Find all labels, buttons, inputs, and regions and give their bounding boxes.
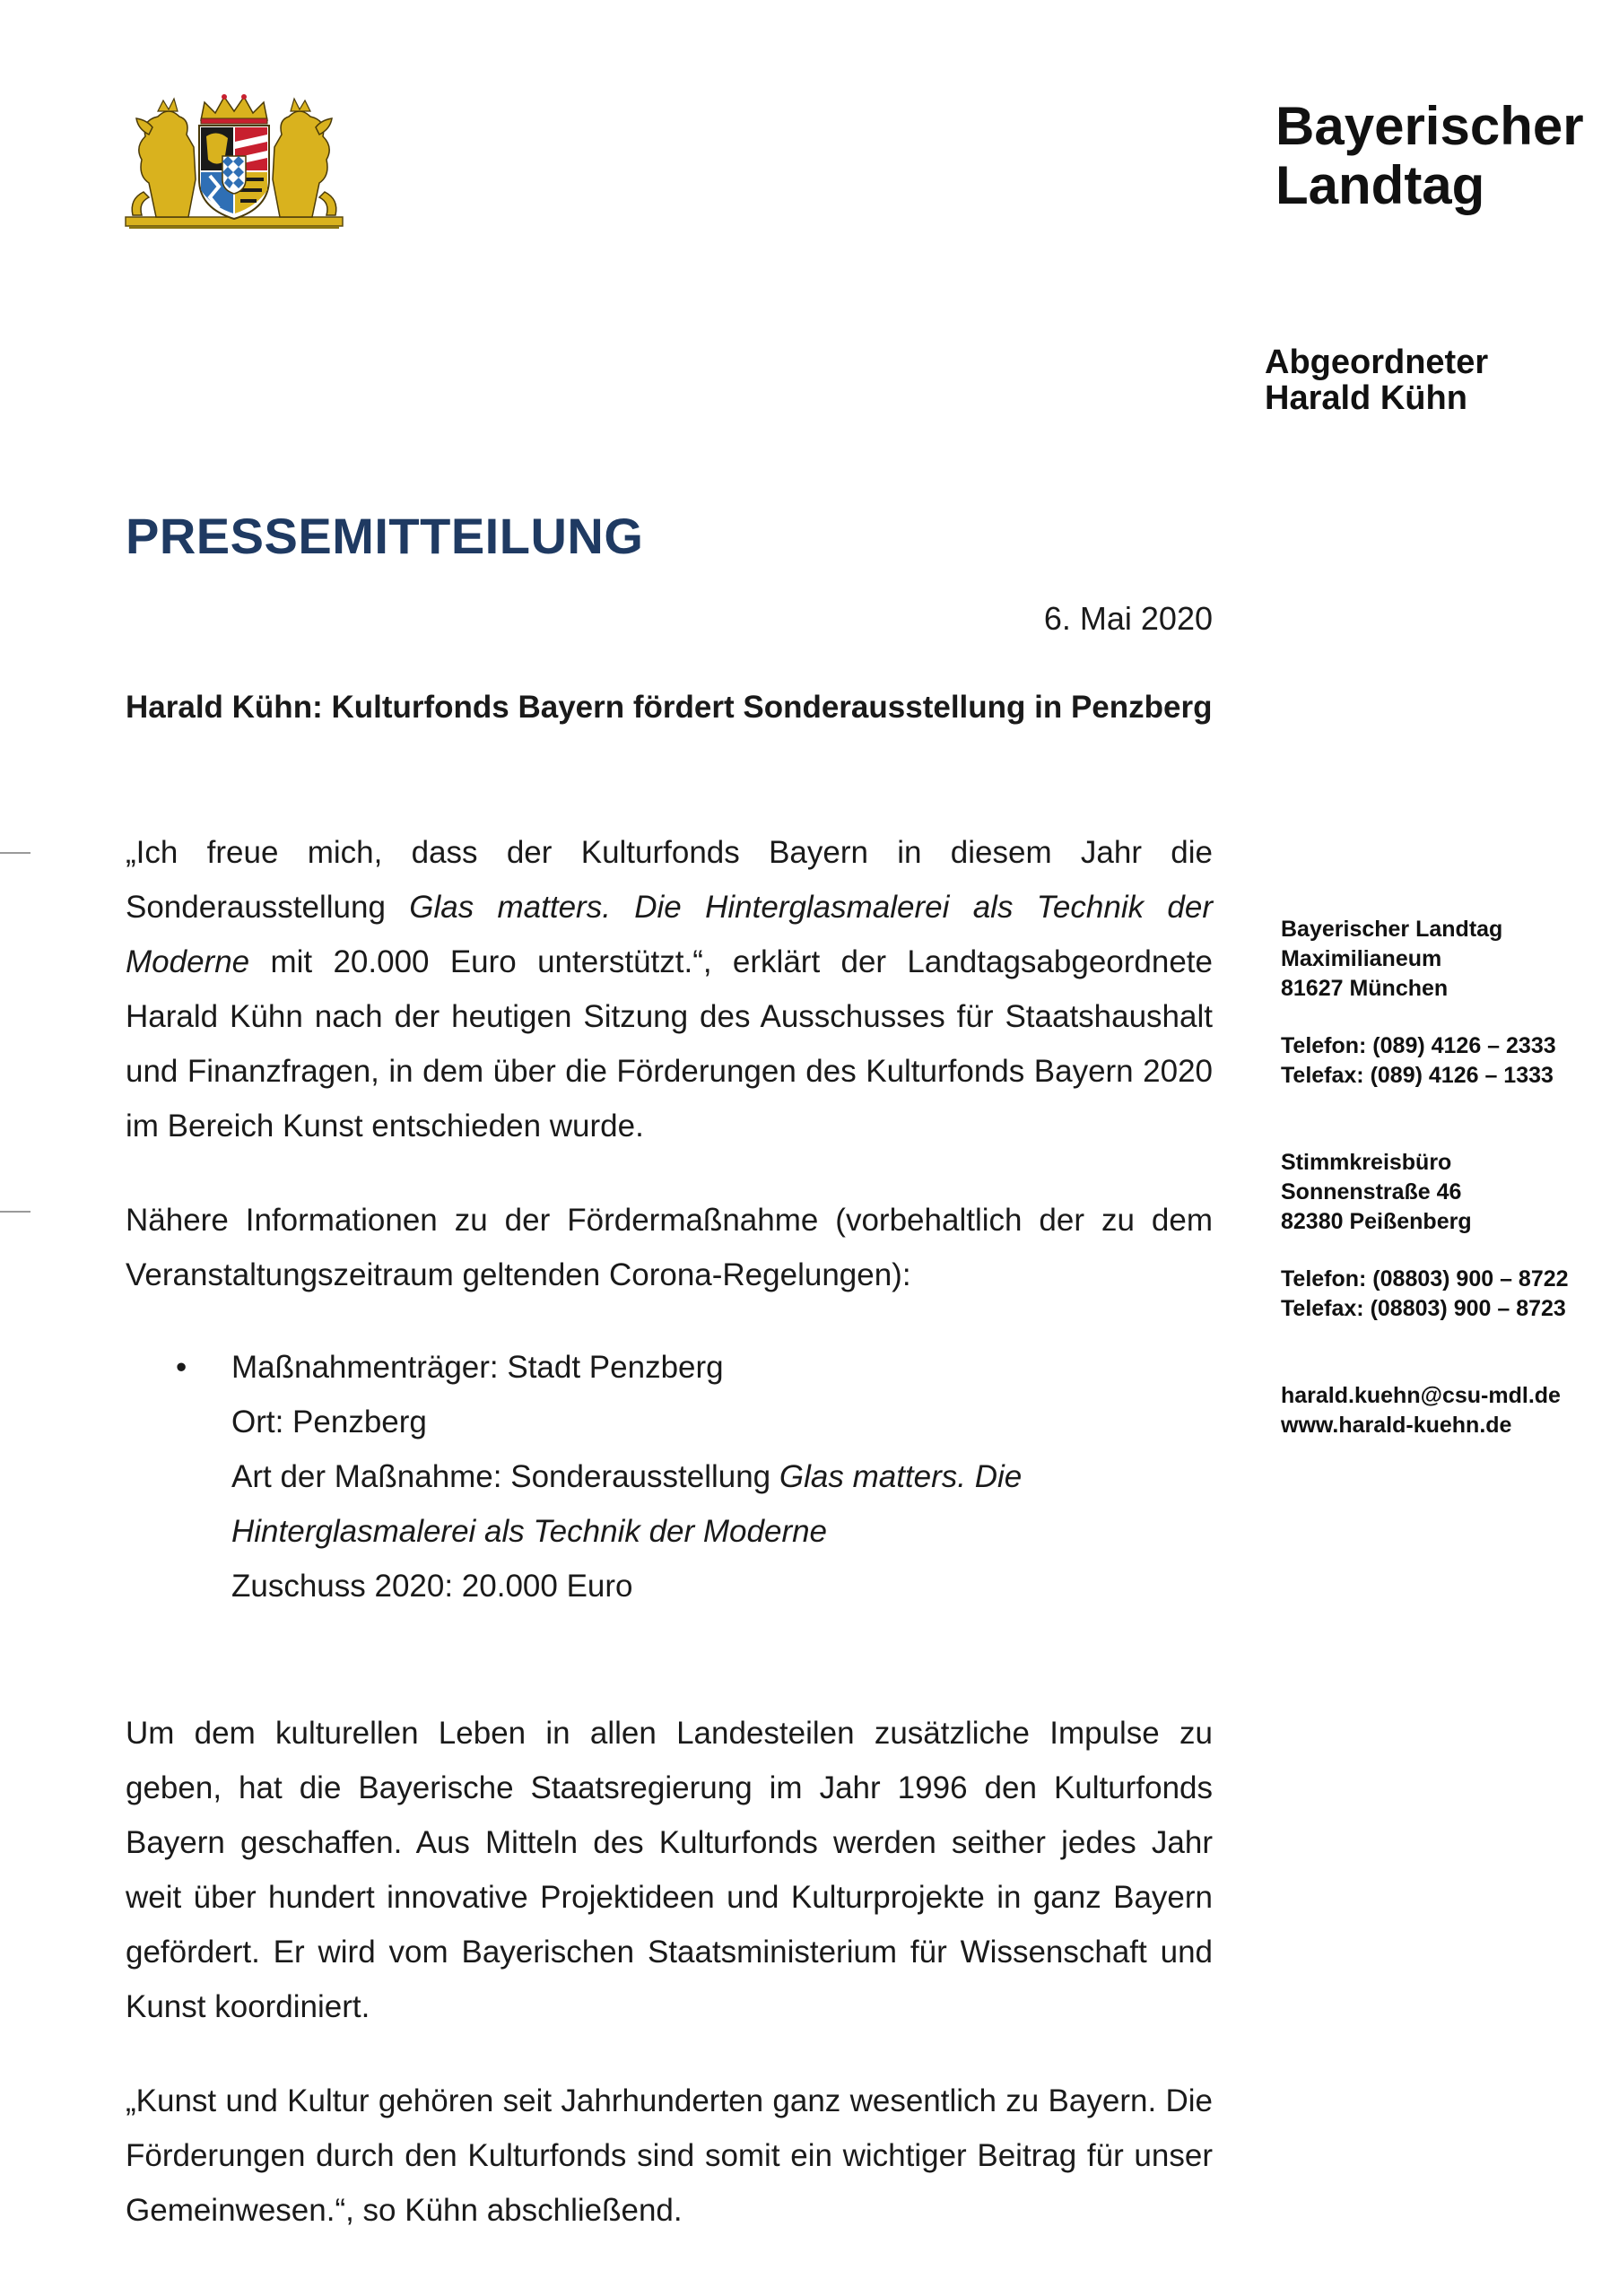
list-item-label: Art der Maßnahme: Sonderausstellung bbox=[231, 1459, 779, 1494]
sidebar-address bbox=[1281, 915, 1502, 1004]
address-line: Stimmkreisbüro bbox=[1281, 1150, 1452, 1175]
sidebar-office-address bbox=[1281, 1148, 1472, 1237]
list-item bbox=[231, 1504, 1216, 1559]
deputy-name bbox=[1265, 344, 1488, 416]
sidebar-phone-landtag bbox=[1281, 1031, 1556, 1091]
sidebar-phone-office bbox=[1281, 1265, 1569, 1324]
list-item bbox=[231, 1449, 1216, 1504]
exhibition-title: Glas matters. Die bbox=[779, 1459, 1023, 1494]
press-date: 6. Mai 2020 bbox=[1043, 600, 1213, 637]
list-item: Zuschuss 2020: 20.000 Euro bbox=[231, 1569, 633, 1604]
page-title: PRESSEMITTEILUNG bbox=[126, 508, 644, 564]
phone-number: Telefon: (089) 4126 – 2333 bbox=[1281, 1033, 1556, 1058]
headline: Harald Kühn: Kulturfonds Bayern fördert Sonderausstellung in Penzberg bbox=[126, 690, 1213, 725]
funding-details-list bbox=[176, 1340, 1216, 1613]
list-item: Ort: Penzberg bbox=[231, 1405, 427, 1439]
org-name bbox=[1275, 97, 1584, 215]
email-address: harald.kuehn@csu-mdl.de bbox=[1281, 1383, 1561, 1408]
deputy-title: Abgeordneter bbox=[1265, 344, 1489, 381]
paragraph-closing-quote: „Kunst und Kultur gehören seit Jahrhunderten ganz wesentlich zu Bayern. Die Förderungen durch den Kulturfonds sind somit ein wichtiger Beitrag für unser Gemeinwesen.“, so Kühn abschließend. bbox=[126, 2083, 1213, 2228]
website-address: www.harald-kuehn.de bbox=[1281, 1413, 1512, 1438]
paragraph-details-intro: Nähere Informationen zu der Fördermaßnahme (vorbehaltlich der zu dem Veranstaltungszeitraum geltenden Corona-Regelungen): bbox=[126, 1203, 1213, 1292]
bavarian-coat-of-arms-icon bbox=[122, 93, 346, 230]
sidebar-contact bbox=[1281, 1381, 1561, 1440]
address-line: 82380 Peißenberg bbox=[1281, 1209, 1472, 1234]
paragraph-intro-part1: „Ich freue mich, dass der Kulturfonds Bayern in diesem Jahr die Sonderausstellung bbox=[126, 835, 1213, 925]
paragraph-intro bbox=[126, 825, 1213, 1153]
exhibition-title-continued: Hinterglasmalerei als Technik der Moderne bbox=[231, 1514, 828, 1549]
list-item: Maßnahmenträger: Stadt Penzberg bbox=[231, 1350, 724, 1385]
paragraph-intro-part2: mit 20.000 Euro unterstützt.“, erklärt der Landtagsabgeordnete Harald Kühn nach der heutigen Sitzung des Ausschusses für Staatshaushalt und Finanzfragen, in dem über die Förderungen des Kulturfonds Bayern 2020 im Bereich Kunst entschieden wurde. bbox=[126, 944, 1213, 1144]
paragraph-background: Um dem kulturellen Leben in allen Landesteilen zusätzliche Impulse zu geben, hat die Bayerische Staatsregierung im Jahr 1996 den Kulturfonds Bayern geschaffen. Aus Mitteln des Kulturfonds werden seither jedes Jahr weit über hundert innovative Projektideen und Kulturprojekte in ganz Bayern gefördert. Er wird vom Bayerischen Staatsministerium für Wissenschaft und Kunst koordiniert. bbox=[126, 1716, 1213, 2024]
address-line: Maximilianeum bbox=[1281, 946, 1442, 971]
deputy-person: Harald Kühn bbox=[1265, 379, 1467, 417]
fold-mark bbox=[0, 1211, 30, 1213]
address-line: 81627 München bbox=[1281, 976, 1449, 1001]
bullet-icon: • bbox=[176, 1350, 187, 1385]
address-line: Sonnenstraße 46 bbox=[1281, 1179, 1462, 1205]
phone-number: Telefon: (08803) 900 – 8722 bbox=[1281, 1266, 1569, 1292]
fax-number: Telefax: (089) 4126 – 1333 bbox=[1281, 1063, 1554, 1088]
org-name-line1: Bayerischer bbox=[1275, 96, 1584, 156]
fold-mark bbox=[0, 852, 30, 854]
exhibition-title: Glas matters. Die Hinterglasmalerei als Technik der Moderne bbox=[126, 890, 1214, 979]
address-line: Bayerischer Landtag bbox=[1281, 917, 1503, 942]
fax-number: Telefax: (08803) 900 – 8723 bbox=[1281, 1296, 1566, 1321]
org-name-line2: Landtag bbox=[1275, 155, 1485, 215]
